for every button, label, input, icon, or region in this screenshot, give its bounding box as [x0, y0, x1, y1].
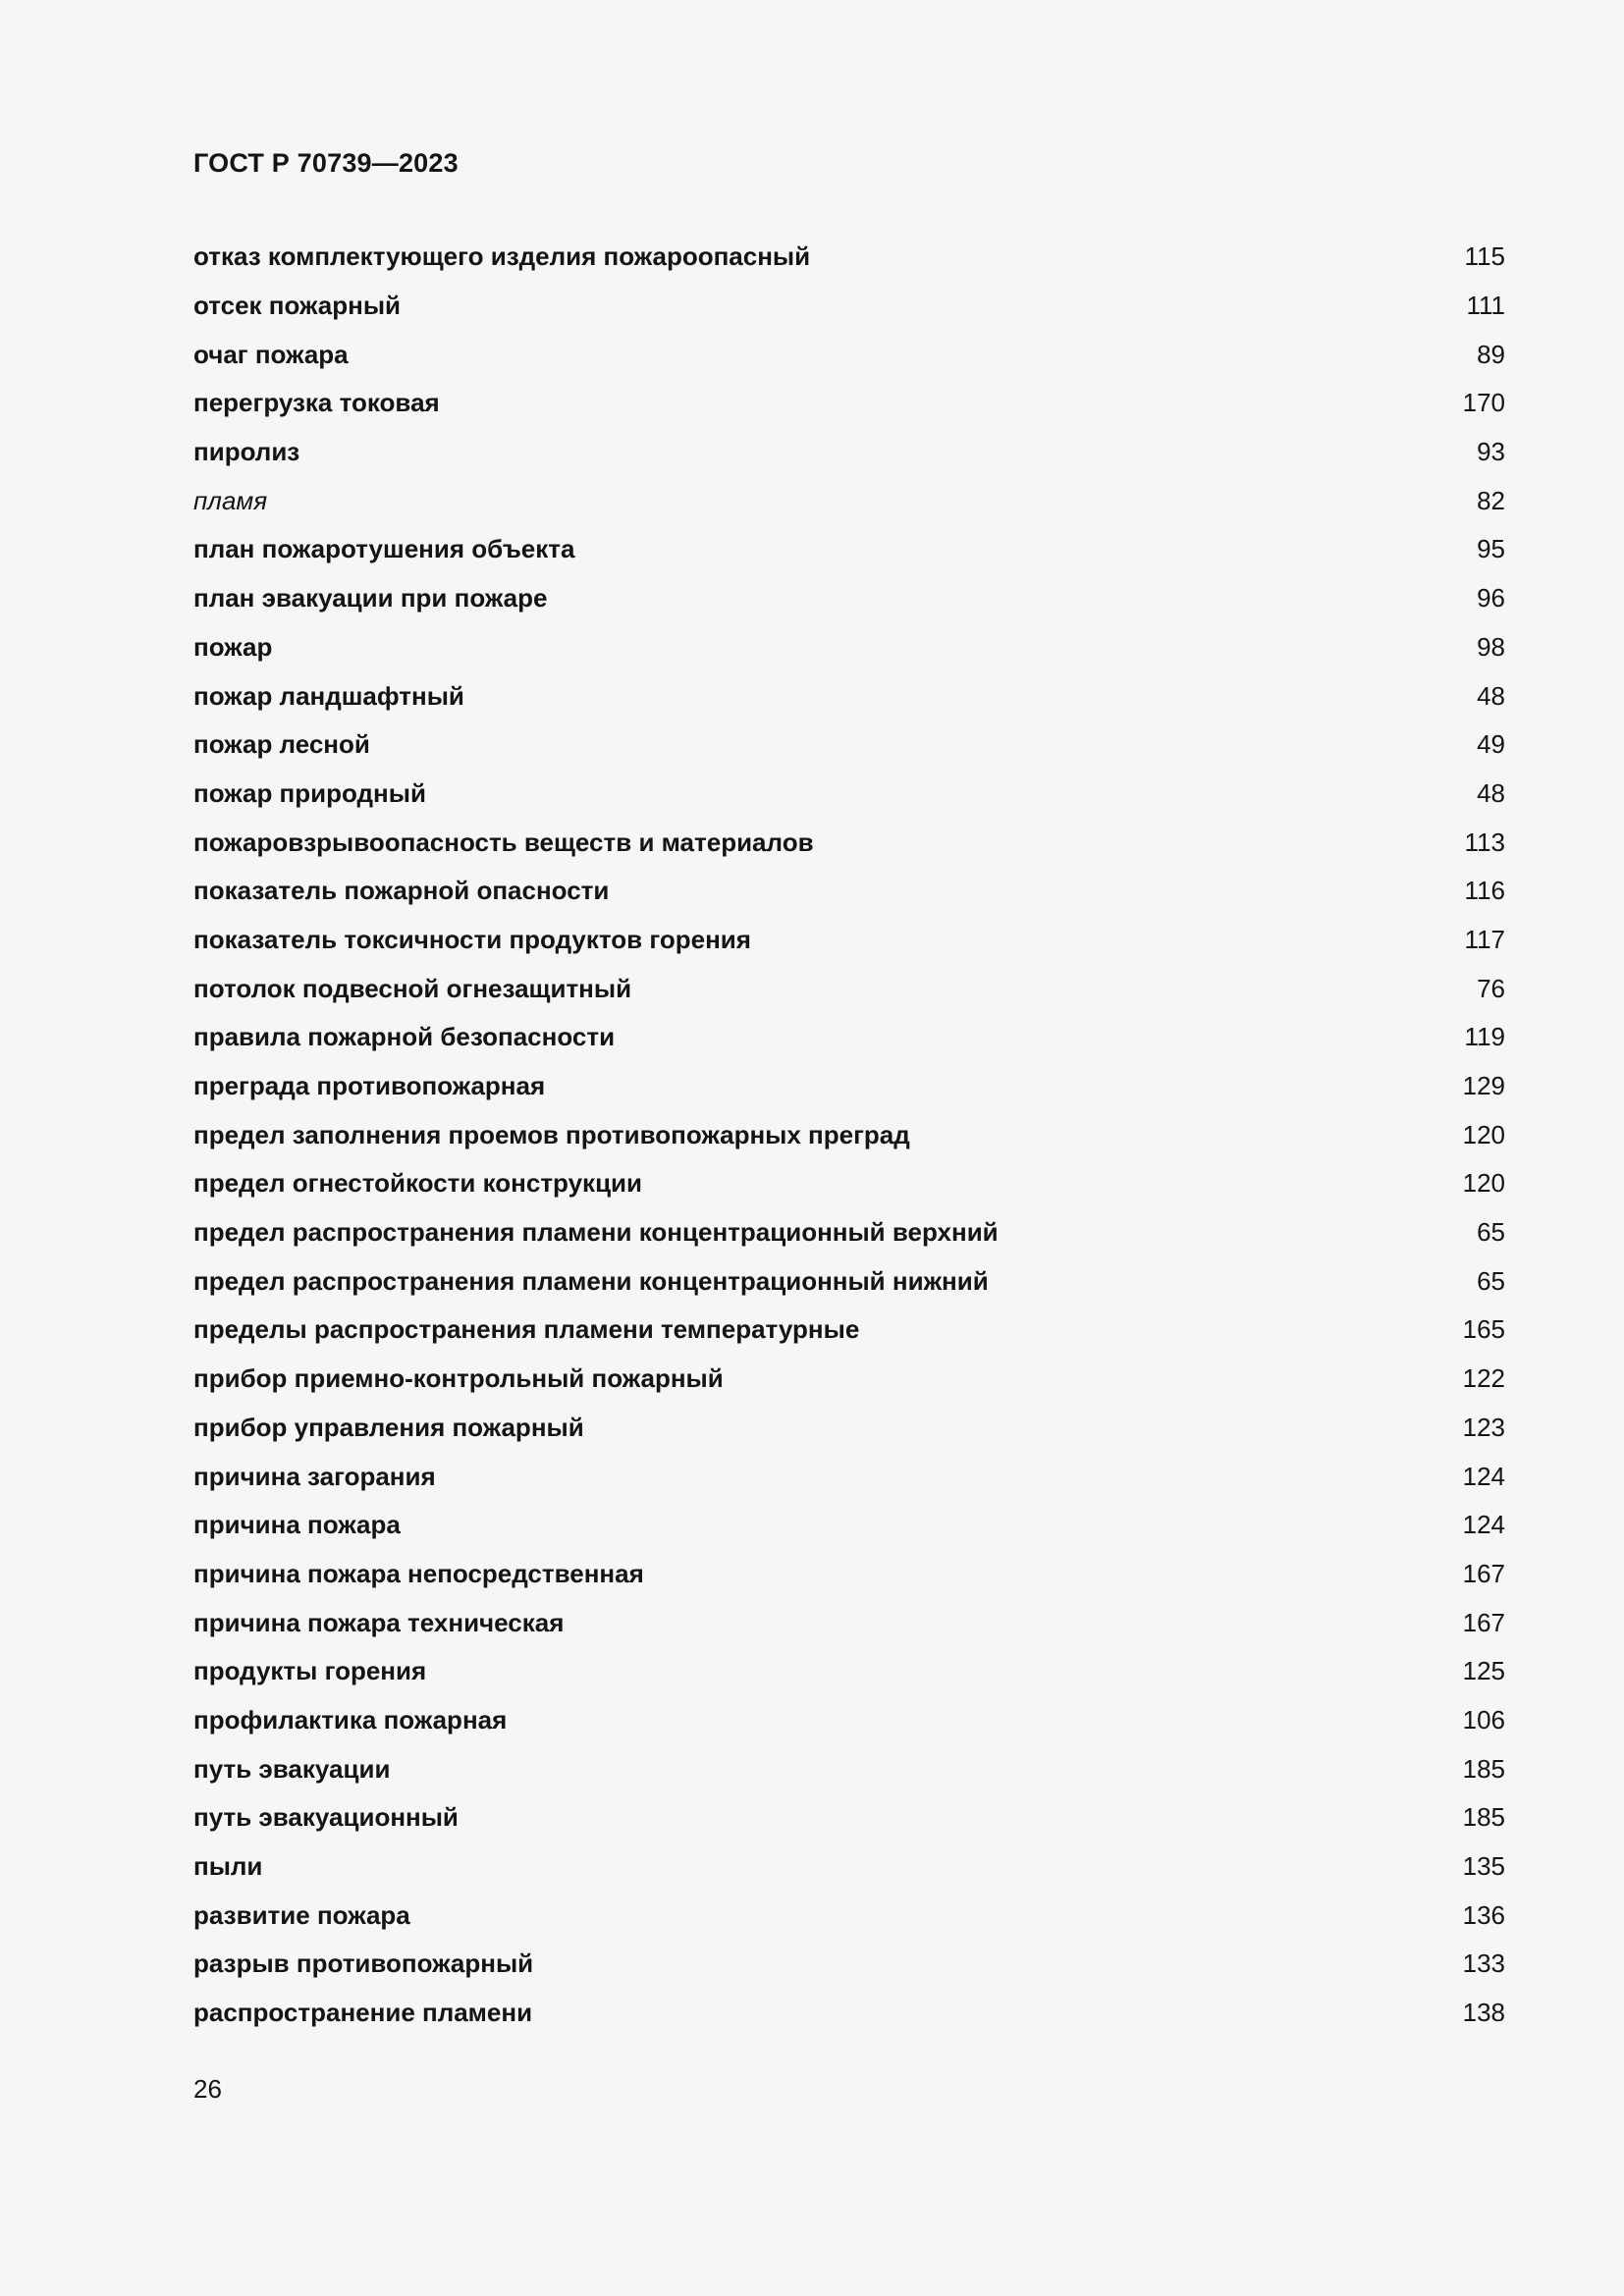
index-page-ref: 122 — [1462, 1363, 1505, 1394]
index-page-ref: 117 — [1464, 924, 1505, 954]
index-entry — [193, 574, 1505, 623]
index-page-ref: 136 — [1462, 1899, 1505, 1930]
index-page-ref: 49 — [1477, 729, 1505, 760]
document-header: ГОСТ Р 70739—2023 — [193, 148, 459, 178]
index-term: отсек пожарный — [193, 291, 402, 321]
index-page-ref: 76 — [1477, 973, 1505, 1003]
index-term: разрыв противопожарный — [193, 1949, 534, 1979]
index-page-ref: 165 — [1462, 1314, 1505, 1345]
index-term: причина пожара непосредственная — [193, 1558, 644, 1588]
index-entry — [193, 721, 1505, 770]
index-entry — [193, 1891, 1505, 1940]
index-page-ref: 129 — [1462, 1071, 1505, 1101]
index-term: пожаровзрывоопасность веществ и материалов — [193, 827, 814, 857]
index-page-ref: 113 — [1464, 827, 1505, 857]
index-entry — [193, 1013, 1505, 1062]
index-entry — [193, 1696, 1505, 1745]
index-page-ref: 48 — [1477, 777, 1505, 808]
index-entry — [193, 428, 1505, 477]
index-page-ref: 124 — [1462, 1461, 1505, 1491]
index-page-ref: 98 — [1477, 631, 1505, 662]
index-page-ref: 95 — [1477, 534, 1505, 564]
index-page-ref: 82 — [1477, 485, 1505, 515]
index-term: пожар ландшафтный — [193, 680, 464, 711]
index-page-ref: 65 — [1477, 1217, 1505, 1248]
index-term: правила пожарной безопасности — [193, 1022, 616, 1052]
index-entry — [193, 1306, 1505, 1355]
index-page-ref: 115 — [1464, 241, 1505, 272]
index-page-ref: 170 — [1462, 388, 1505, 418]
index-entry — [193, 1062, 1505, 1111]
index-term: пламя — [193, 485, 268, 515]
index-term: развитие пожара — [193, 1899, 410, 1930]
index-entry — [193, 330, 1505, 379]
index-page-ref: 119 — [1464, 1022, 1505, 1052]
index-term: отказ комплектующего изделия пожароопасный — [193, 241, 811, 272]
index-page-ref: 185 — [1462, 1753, 1505, 1784]
index-page-ref: 111 — [1466, 291, 1505, 321]
index-entry — [193, 1598, 1505, 1647]
index-term: причина загорания — [193, 1461, 436, 1491]
index-entry — [193, 1159, 1505, 1208]
index-term: перегрузка токовая — [193, 388, 440, 418]
index-page-ref: 96 — [1477, 583, 1505, 614]
index-page-ref: 124 — [1462, 1510, 1505, 1540]
index-term: предел огнестойкости конструкции — [193, 1168, 643, 1199]
index-entry — [193, 671, 1505, 721]
index-page-ref: 125 — [1462, 1656, 1505, 1686]
index-page-ref: 93 — [1477, 437, 1505, 467]
index-entry — [193, 1256, 1505, 1306]
index-entry — [193, 282, 1505, 331]
index-page-ref: 135 — [1462, 1851, 1505, 1882]
index-entry — [193, 1744, 1505, 1793]
index-term: причина пожара техническая — [193, 1607, 565, 1637]
index-term: пределы распространения пламени температурные — [193, 1314, 860, 1345]
index-term: пожар природный — [193, 777, 426, 808]
index-term: очаг пожара — [193, 339, 349, 369]
index-term: показатель пожарной опасности — [193, 876, 610, 906]
index-term: план эвакуации при пожаре — [193, 583, 548, 614]
index-page-ref: 120 — [1462, 1168, 1505, 1199]
index-entry — [193, 1355, 1505, 1404]
index-page-ref: 89 — [1477, 339, 1505, 369]
index-page-ref: 116 — [1464, 876, 1505, 906]
index-page-ref: 48 — [1477, 680, 1505, 711]
index-term: пожар — [193, 631, 273, 662]
index-page-ref: 106 — [1462, 1704, 1505, 1735]
index-term: профилактика пожарная — [193, 1704, 508, 1735]
index-page-ref: 185 — [1462, 1802, 1505, 1833]
index-entry — [193, 1793, 1505, 1842]
index-term: предел распространения пламени концентрационный верхний — [193, 1217, 999, 1248]
index-entry — [193, 1940, 1505, 1989]
index-entry — [193, 1404, 1505, 1453]
index-term: показатель токсичности продуктов горения — [193, 924, 751, 954]
page-number: 26 — [193, 2074, 222, 2104]
index-term: распространение пламени — [193, 1998, 533, 2028]
index-page-ref: 138 — [1462, 1998, 1505, 2028]
index-term: продукты горения — [193, 1656, 427, 1686]
index-entry — [193, 1550, 1505, 1599]
index-term: причина пожара — [193, 1510, 401, 1540]
index-term: предел заполнения проемов противопожарных преград — [193, 1119, 910, 1149]
index-term: преграда противопожарная — [193, 1071, 546, 1101]
index-entry — [193, 1842, 1505, 1892]
index-term: предел распространения пламени концентрационный нижний — [193, 1265, 989, 1296]
index-entry — [193, 818, 1505, 867]
index-term: пиролиз — [193, 437, 300, 467]
index-entry — [193, 964, 1505, 1013]
index-entry — [193, 867, 1505, 916]
index-page-ref: 123 — [1462, 1412, 1505, 1442]
index-term: путь эвакуации — [193, 1753, 391, 1784]
index-entry — [193, 1208, 1505, 1257]
index-page-ref: 133 — [1462, 1949, 1505, 1979]
index-page-ref: 120 — [1462, 1119, 1505, 1149]
alphabetical-index — [193, 233, 1505, 2037]
index-entry — [193, 623, 1505, 672]
index-entry — [193, 1989, 1505, 2038]
index-term: прибор управления пожарный — [193, 1412, 584, 1442]
index-term: пыли — [193, 1851, 263, 1882]
index-entry — [193, 379, 1505, 428]
index-entry — [193, 525, 1505, 574]
index-entry — [193, 1452, 1505, 1501]
index-entry — [193, 770, 1505, 819]
index-entry — [193, 916, 1505, 965]
index-entry — [193, 1110, 1505, 1159]
index-page-ref: 65 — [1477, 1265, 1505, 1296]
index-term: план пожаротушения объекта — [193, 534, 575, 564]
index-page-ref: 167 — [1462, 1607, 1505, 1637]
index-page-ref: 167 — [1462, 1558, 1505, 1588]
index-term: потолок подвесной огнезащитный — [193, 973, 632, 1003]
index-term: пожар лесной — [193, 729, 370, 760]
index-entry — [193, 1501, 1505, 1550]
index-entry — [193, 1647, 1505, 1696]
index-term: путь эвакуационный — [193, 1802, 459, 1833]
index-term: прибор приемно-контрольный пожарный — [193, 1363, 724, 1394]
index-entry — [193, 476, 1505, 525]
index-entry — [193, 233, 1505, 282]
